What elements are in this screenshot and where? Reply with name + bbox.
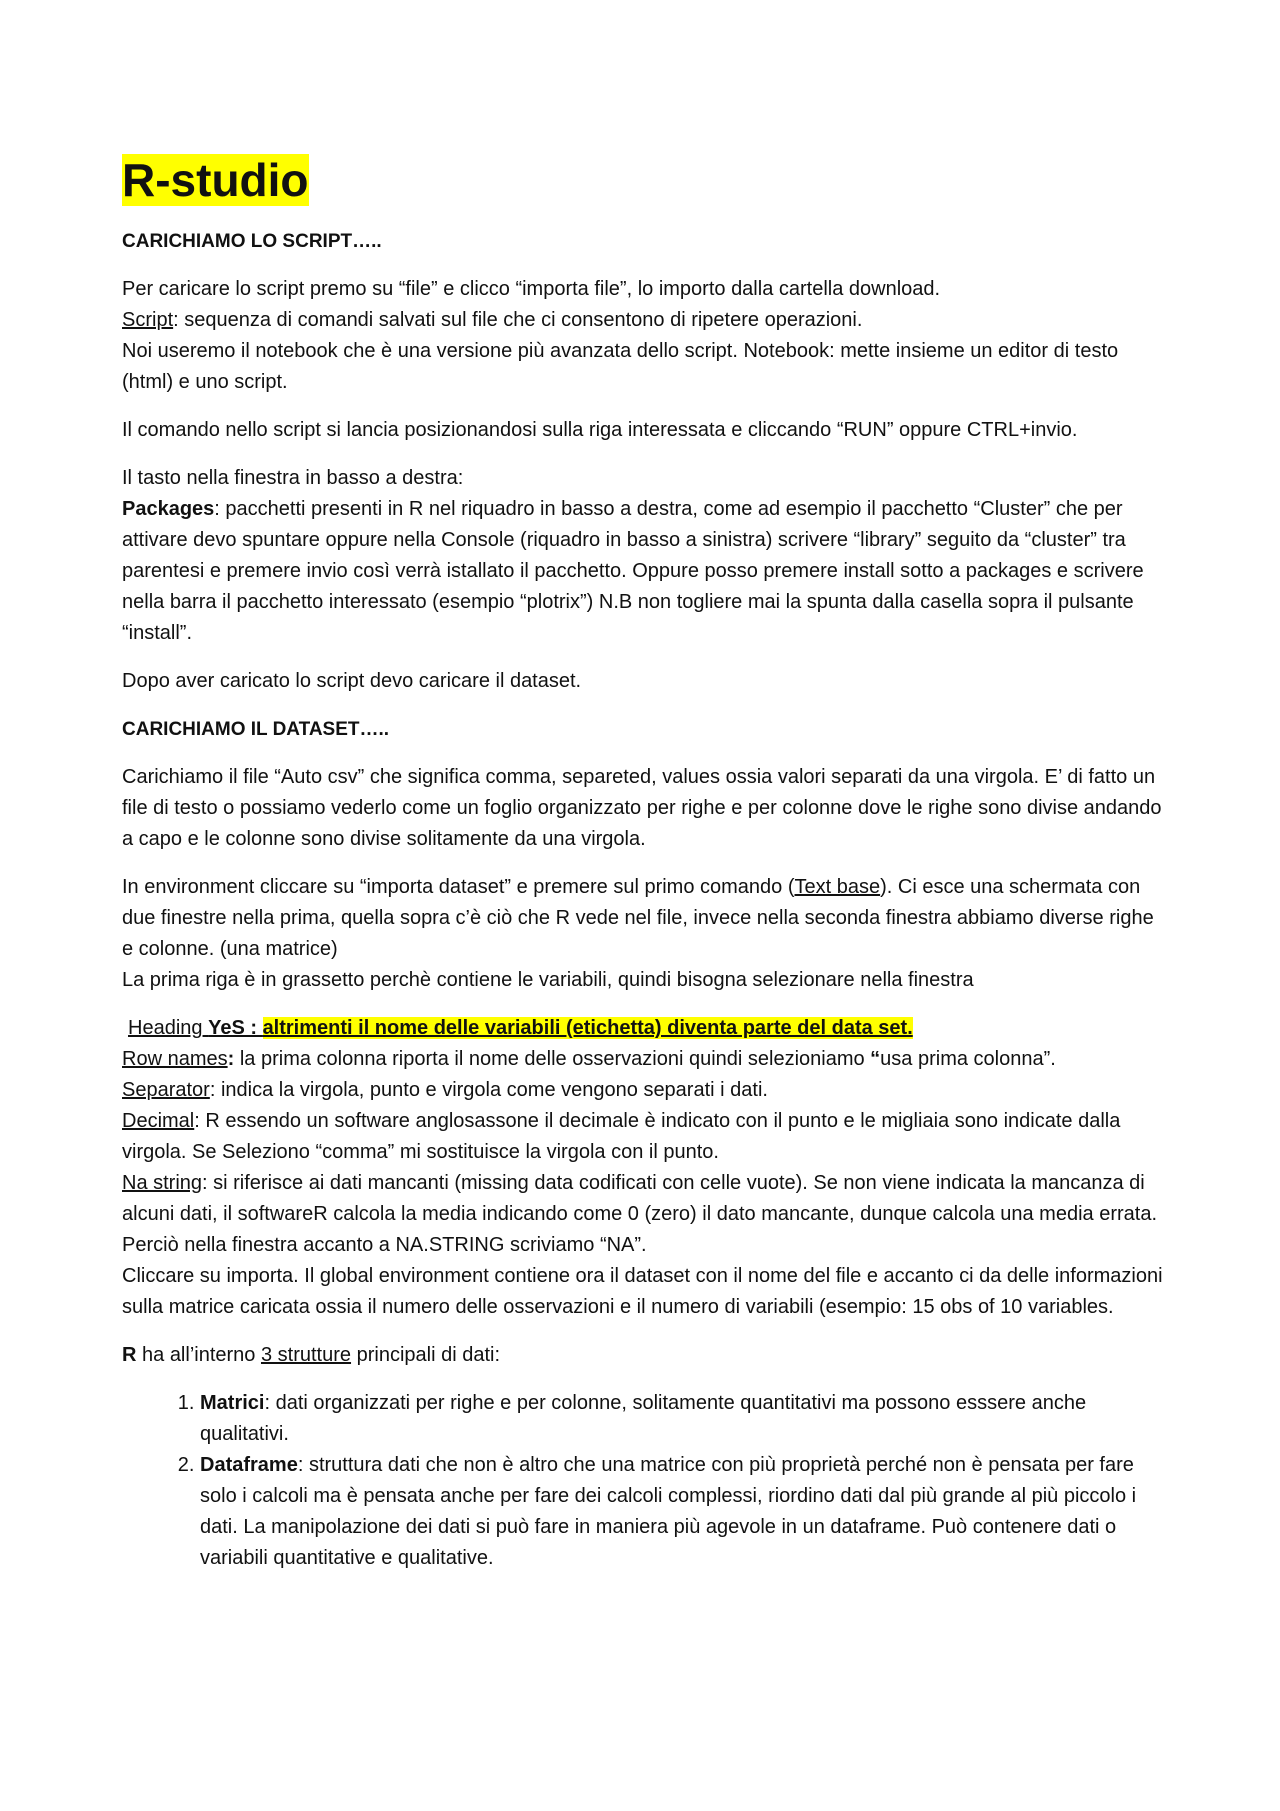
section-heading-dataset: CARICHIAMO IL DATASET….. <box>122 719 390 740</box>
paragraph-import-options <box>122 1013 1168 1323</box>
term-heading: Heading <box>128 1017 203 1039</box>
paragraph-environment <box>122 872 1168 996</box>
term-na-string: Na string <box>122 1172 203 1194</box>
paragraph-packages <box>122 463 1168 649</box>
list-item <box>200 1388 1168 1450</box>
section-heading-script: CARICHIAMO LO SCRIPT….. <box>122 231 382 252</box>
packages-definition: : pacchetti presenti in R nel riquadro in basso a destra, come ad esempio il pacchetto “Cluster” che per attivare devo spuntare oppure nella Console (riquadro in basso a sinistra) scrivere “library” seguito da “cluster” tra parentesi e premere invio così verrà istallato il pacchetto. Oppure posso premere install sotto a packages e scrivere nella barra il pacchetto interessato (esempio “plotrix”) N.B non togliere mai la spunta dalla casella sopra il pulsante “install”. <box>122 498 1144 644</box>
paragraph-r-structures <box>122 1340 1168 1371</box>
text-load-script: Per caricare lo script premo su “file” e clicco “importa file”, lo importo dalla cartella download. <box>122 278 941 300</box>
title-highlight: R-studio <box>122 154 309 206</box>
script-definition: : sequenza di comandi salvati sul file che ci consentono di ripetere operazioni. <box>173 309 863 331</box>
text-separator <box>122 1075 1168 1106</box>
text-na-string <box>122 1168 1168 1261</box>
term-heading-yes: YeS : <box>208 1017 257 1039</box>
row-names-definition-a: la prima colonna riporta il nome delle osservazioni quindi selezioniamo <box>234 1048 871 1070</box>
term-text-base: Text base <box>794 876 881 898</box>
paragraph-csv: Carichiamo il file “Auto csv” che significa comma, separeted, values ossia valori separati da una virgola. E’ di fatto un file di testo o possiamo vederlo come un foglio organizzato per righe e per colonne dove le righe sono divise andando a capo e le colonne sono divise solitamente da una virgola. <box>122 766 1162 850</box>
text-prima-riga: La prima riga è in grassetto perchè contiene le variabili, quindi bisogna selezionare nella finestra <box>122 969 974 991</box>
term-matrici: Matrici <box>200 1392 265 1414</box>
text-script-definition <box>122 305 1168 336</box>
term-decimal: Decimal <box>122 1110 195 1132</box>
r-structures-text-b: principali di dati: <box>351 1344 500 1366</box>
term-dataframe: Dataframe <box>200 1454 298 1476</box>
row-names-colon: : <box>227 1048 235 1070</box>
na-string-definition: : si riferisce ai dati mancanti (missing data codificati con celle vuote). Se non viene indicata la mancanza di alcuni dati, il softwareR calcola la media indicando come 0 (zero) il dato mancante, dunque calcola una media errata. Perciò nella finestra accanto a NA.STRING scriviamo “NA”. <box>122 1172 1158 1256</box>
text-packages <box>122 494 1168 649</box>
separator-definition: : indica la virgola, punto e virgola come vengono separati i dati. <box>209 1079 768 1101</box>
term-row-names: Row names <box>122 1048 228 1070</box>
term-script: Script <box>122 309 174 331</box>
page-title <box>122 150 1168 210</box>
structures-list <box>122 1388 1168 1574</box>
environment-text-a: In environment cliccare su “importa dataset” e premere sul primo comando ( <box>122 876 795 898</box>
row-names-quote: “ <box>870 1048 881 1070</box>
paragraph-script-intro <box>122 274 1168 398</box>
text-tasto: Il tasto nella finestra in basso a destra: <box>122 467 464 489</box>
term-3-strutture: 3 strutture <box>260 1344 352 1366</box>
text-notebook: Noi useremo il notebook che è una versione più avanzata dello script. Notebook: mette insieme un editor di testo (html) e uno script. <box>122 340 1119 393</box>
document-page <box>122 150 1168 1574</box>
text-environment <box>122 872 1168 965</box>
term-r: R <box>122 1344 137 1366</box>
environment-text-b: ). Ci esce una schermata con due finestre nella prima, quella sopra c’è ciò che R vede nel file, invece nella seconda finestra abbiamo diverse righe e colonne. (una matrice) <box>122 876 1154 960</box>
paragraph-dopo: Dopo aver caricato lo script devo caricare il dataset. <box>122 670 582 692</box>
heading-note-highlight: altrimenti il nome delle variabili (etichetta) diventa parte del data set. <box>262 1017 913 1039</box>
decimal-definition: : R essendo un software anglosassone il decimale è indicato con il punto e le migliaia sono indicate dalla virgola. Se Seleziono “comma” mi sostituisce la virgola con il punto. <box>122 1110 1121 1163</box>
text-decimal <box>122 1106 1168 1168</box>
matrici-definition: : dati organizzati per righe e per colonne, solitamente quantitativi ma possono esssere anche qualitativi. <box>200 1392 1087 1445</box>
r-structures-text-a: ha all’interno <box>136 1344 261 1366</box>
text-row-names <box>122 1044 1168 1075</box>
text-heading-option <box>122 1013 1168 1044</box>
text-importa: Cliccare su importa. Il global environment contiene ora il dataset con il nome del file e accanto ci da delle informazioni sulla matrice caricata ossia il numero delle osservazioni e il numero di variabili (esempio: 15 obs of 10 variables. <box>122 1265 1163 1318</box>
term-separator: Separator <box>122 1079 210 1101</box>
dataframe-definition: : struttura dati che non è altro che una matrice con più proprietà perché non è pensata per fare solo i calcoli ma è pensata anche per fare dei calcoli complessi, riordino dati dal più grande al più piccolo i dati. La manipolazione dei dati si può fare in maniera più agevole in un dataframe. Può contenere dati o variabili quantitative e qualitative. <box>200 1454 1137 1569</box>
row-names-definition-b: usa prima colonna”. <box>880 1048 1056 1070</box>
paragraph-run: Il comando nello script si lancia posizionandosi sulla riga interessata e cliccando “RUN” oppure CTRL+invio. <box>122 419 1078 441</box>
term-packages: Packages <box>122 498 215 520</box>
list-item <box>200 1450 1168 1574</box>
